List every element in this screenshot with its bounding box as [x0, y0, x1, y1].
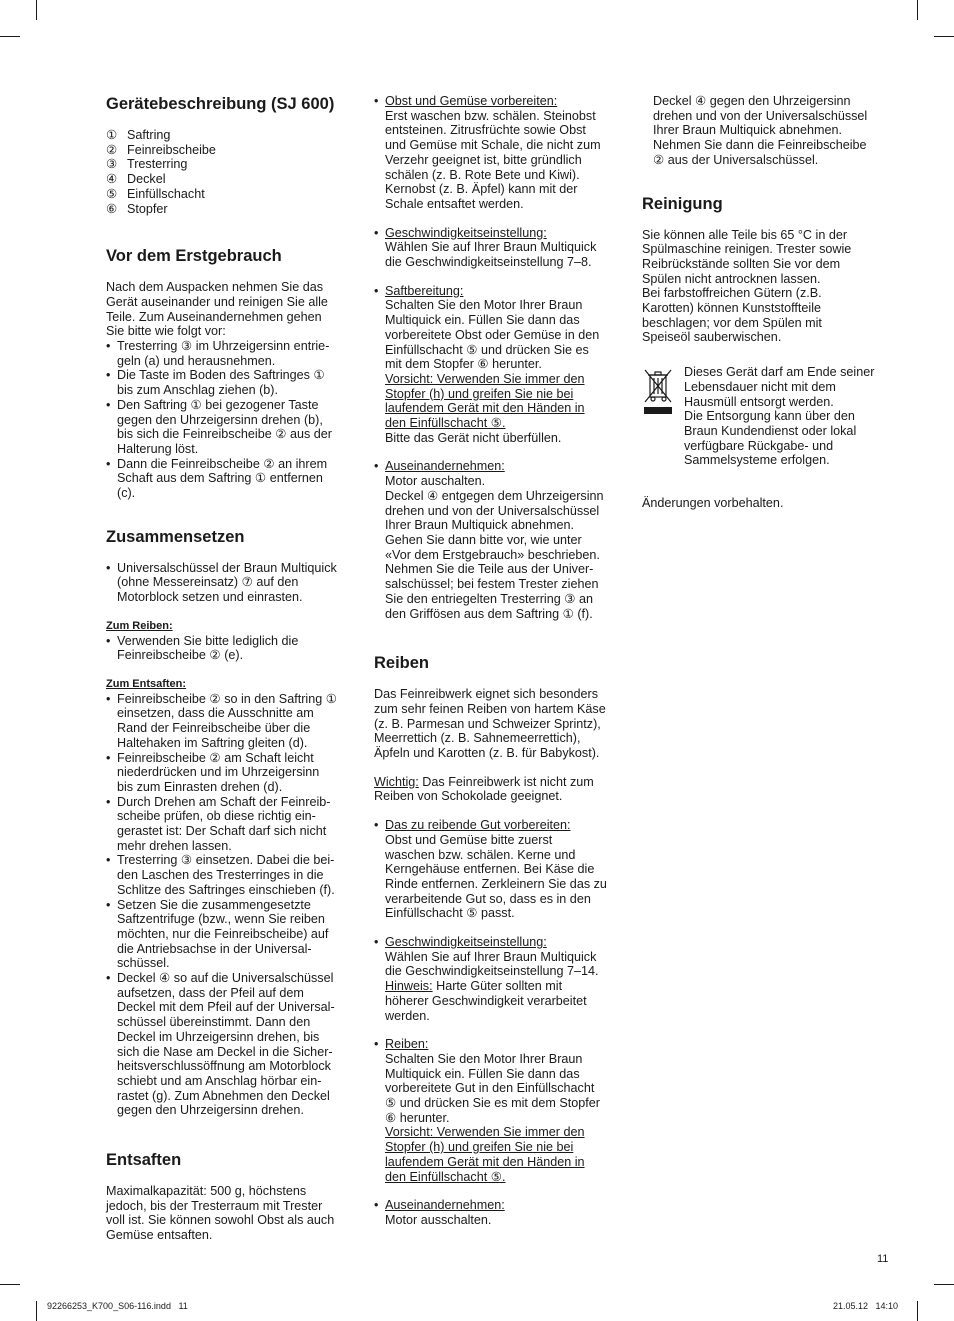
- bullet-item: • Auseinandernehmen: Motor ausschalten.: [374, 1198, 505, 1227]
- bullet-item: • Setzen Sie die zusammengesetzte Saftzentrifuge (bzw., wenn Sie reiben möchten, nur die Feinreibscheibe) auf die Antriebsachse in der Universal- schüssel.: [106, 897, 329, 971]
- bullet-item: • Dann die Feinreibscheibe ② an ihrem Schaft aus dem Saftring ① entfernen (c).: [106, 456, 328, 501]
- column-1: [106, 94, 356, 1243]
- list-item: ③ Tresterring: [106, 157, 188, 172]
- bullet-item: • Feinreibscheibe ② am Schaft leicht niederdrücken und im Uhrzeigersinn bis zum Einrasten drehen (d).: [106, 750, 320, 794]
- bullet-item: • Geschwindigkeitseinstellung: Wählen Sie auf Ihrer Braun Multiquick die Geschwindigkeitseinstellung 7–8.: [374, 225, 597, 270]
- list-item: ⑤ Einfüllschacht: [106, 186, 205, 201]
- crop-mark: [36, 1301, 37, 1321]
- subheading-juicing: Zum Entsaften:: [106, 677, 187, 690]
- bullet-item: • Obst und Gemüse vorbereiten: Erst waschen bzw. schälen. Steinobst entsteinen. Zitrusfrüchte sowie Obst und Gemüse mit Schale, die nicht zum Verzehr geeignet ist, bitte gründlich schälen (z. B. Rote Bete und Kiwi). Kernobst (z. B. Äpfel) kann mit der Schale entsaftet werden.: [374, 94, 601, 211]
- juicing-text: Maximalkapazität: 500 g, höchstens jedoch, bis der Tresterraum mit Trester voll ist. Sie können sowohl Obst als auch Gemüse entsaften.: [106, 1184, 335, 1243]
- first-use-intro: Nach dem Auspacken nehmen Sie das Gerät auseinander und reinigen Sie alle Teile. Zum Auseinandernehmen gehen Sie bitte wie folgt vor:: [106, 280, 328, 339]
- weee-text: Dieses Gerät darf am Ende seiner Lebensdauer nicht mit dem Hausmüll entsorgt werden. Die Entsorgung kann über den Braun Kundendienst oder lokal verfügbare Rückgabe- und Sammelsysteme erfolgen.: [684, 365, 875, 468]
- bullet-item: • Die Taste im Boden des Saftringes ① bis zum Anschlag ziehen (b).: [106, 368, 325, 398]
- continued-text: Deckel ④ gegen den Uhrzeigersinn drehen und von der Universalschüssel Ihrer Braun Multiquick abnehmen. Nehmen Sie dann die Feinreibscheibe ② aus der Universalschüssel.: [653, 94, 868, 167]
- bullet-item: • Tresterring ③ im Uhrzeigersinn entrie- geln (a) und herausnehmen.: [106, 339, 330, 368]
- bullet-item: • Auseinandernehmen: Motor auschalten. Deckel ④ entgegen dem Uhrzeigersinn drehen und von der Universalschüssel Ihrer Braun Multiquick abnehmen. Gehen Sie dann bitte vor, wie unter «Vor dem Erstgebrauch» beschrieben. Nehmen Sie die Teile aus der Univer- salschüssel; bei festem Trester ziehen Sie den entriegelten Tresterring ③ an den Griffösen aus dem Saftring ① (f).: [374, 459, 604, 621]
- print-date: 21.05.12 14:10: [833, 1301, 899, 1311]
- bullet-item: • Feinreibscheibe ② so in den Saftring ① einsetzen, dass die Ausschnitte am Rand der Feinreibscheibe über die Haltehaken im Saftring gleiten (d).: [106, 691, 337, 750]
- crop-mark: [0, 36, 20, 37]
- bullet-item: • Reiben: Schalten Sie den Motor Ihrer Braun Multiquick ein. Füllen Sie dann das vorbereitete Gut in den Einfüllschacht ⑤ und drücken Sie es mit dem Stopfer ⑥ herunter. Vorsicht: Verwenden Sie immer den Stopfer (h) und greifen Sie nie bei laufendem Gerät mit den Händen in den Einfüllschacht ⑤.: [374, 1037, 600, 1184]
- crop-mark: [917, 0, 918, 20]
- heading-assemble: Zusammensetzen: [106, 527, 245, 546]
- parts-list: [106, 128, 356, 216]
- crossed-bin-icon: [642, 365, 676, 468]
- grating-intro: Das Feinreibwerk eignet sich besonders zum sehr feinen Reiben von hartem Käse (z. B. Parmesan und Schweizer Sprintz), Meerrettich (z. B. Sahnemeerrettich), Äpfeln und Karotten (z. B. für Babykost).: [374, 687, 606, 761]
- column-2: [374, 94, 626, 1228]
- weee-notice: [642, 365, 892, 468]
- bullet-item: • Verwenden Sie bitte lediglich die Feinreibscheibe ② (e).: [106, 633, 299, 663]
- bullet-item: • Den Saftring ① bei gezogener Taste gegen den Uhrzeigersinn drehen (b), bis sich die Feinreibscheibe ② aus der Halterung löst.: [106, 397, 332, 456]
- heading-before-first-use: Vor dem Erstgebrauch: [106, 247, 282, 266]
- important-note: Wichtig: Das Feinreibwerk ist nicht zum Reiben von Schokolade geeignet.: [374, 774, 594, 804]
- list-item: ⑥ Stopfer: [106, 201, 168, 216]
- list-item: ① Saftring: [106, 128, 171, 142]
- heading-grating: Reiben: [374, 654, 430, 673]
- bullet-item: • Geschwindigkeitseinstellung: Wählen Sie auf Ihrer Braun Multiquick die Geschwindigkeitseinstellung 7–14. Hinweis: Harte Güter sollten mit höherer Geschwindigkeit verarbeitet werden.: [374, 935, 599, 1023]
- crop-mark: [934, 36, 954, 37]
- heading-device-description: Gerätebeschreibung (SJ 600): [106, 95, 335, 113]
- changes-reserved: Änderungen vorbehalten.: [642, 496, 784, 511]
- subheading-grating: Zum Reiben:: [106, 619, 173, 632]
- bullet-item: • Deckel ④ so auf die Universalschüssel aufsetzen, dass der Pfeil auf dem Deckel mit dem Pfeil auf der Universal- schüssel übereinstimmt. Dann den Deckel im Uhrzeigersinn drehen, bis sich die Nase am Deckel in die Sicher- heitsverschlussöffnung am Motorblock schiebt und am Anschlag hörbar ein- rastet (g). Zum Abnehmen den Deckel gegen den Uhrzeigersinn drehen.: [106, 971, 335, 1118]
- crop-mark: [0, 1284, 20, 1285]
- crop-mark: [934, 1284, 954, 1285]
- page-number: 11: [877, 1253, 889, 1265]
- file-info: 92266253_K700_S06-116.indd 11: [47, 1301, 188, 1311]
- bullet-item: • Universalschüssel der Braun Multiquick (ohne Messereinsatz) ⑦ auf den Motorblock setzen und einrasten.: [106, 560, 337, 605]
- cleaning-text: Sie können alle Teile bis 65 °C in der Spülmaschine reinigen. Trester sowie Reibrückstände sollten Sie vor dem Spülen nicht antrocknen lassen. Bei farbstoffreichen Gütern (z.B. Karotten) können Kunststoffteile beschlagen; vor dem Spülen mit Speiseöl sauberwischen.: [642, 227, 852, 345]
- bullet-item: • Durch Drehen am Schaft der Feinreib- scheibe prüfen, ob diese richtig ein- gerastet ist: Der Schaft darf sich nicht mehr drehen lassen.: [106, 794, 331, 853]
- crop-mark: [917, 1301, 918, 1321]
- list-item: ② Feinreibscheibe: [106, 142, 216, 157]
- bullet-item: • Tresterring ③ einsetzen. Dabei die bei- den Laschen des Tresterringes in die Schlitze des Saftringes einschieben (f).: [106, 853, 335, 897]
- bullet-item: • Das zu reibende Gut vorbereiten: Obst und Gemüse bitte zuerst waschen bzw. schälen. Kerne und Kerngehäuse entfernen. Bei Käse die Rinde entfernen. Zerkleinern Sie das zu verarbeitende Gut so, dass es in den Einfüllschacht ⑤ passt.: [374, 818, 607, 921]
- column-3: [642, 94, 892, 511]
- bullet-item: • Saftbereitung: Schalten Sie den Motor Ihrer Braun Multiquick ein. Füllen Sie dann das vorbereitete Obst oder Gemüse in den Einfüllschacht ⑤ und drücken Sie es mit dem Stopfer ⑥ herunter. Vorsicht: Verwenden Sie immer den Stopfer (h) und greifen Sie nie bei laufendem Gerät mit den Händen in den Einfüllschacht ⑤. Bitte das Gerät nicht überfüllen.: [374, 283, 600, 445]
- heading-cleaning: Reinigung: [642, 194, 723, 213]
- list-item: ④ Deckel: [106, 172, 166, 187]
- crop-mark: [36, 0, 37, 20]
- heading-juicing: Entsaften: [106, 1151, 182, 1170]
